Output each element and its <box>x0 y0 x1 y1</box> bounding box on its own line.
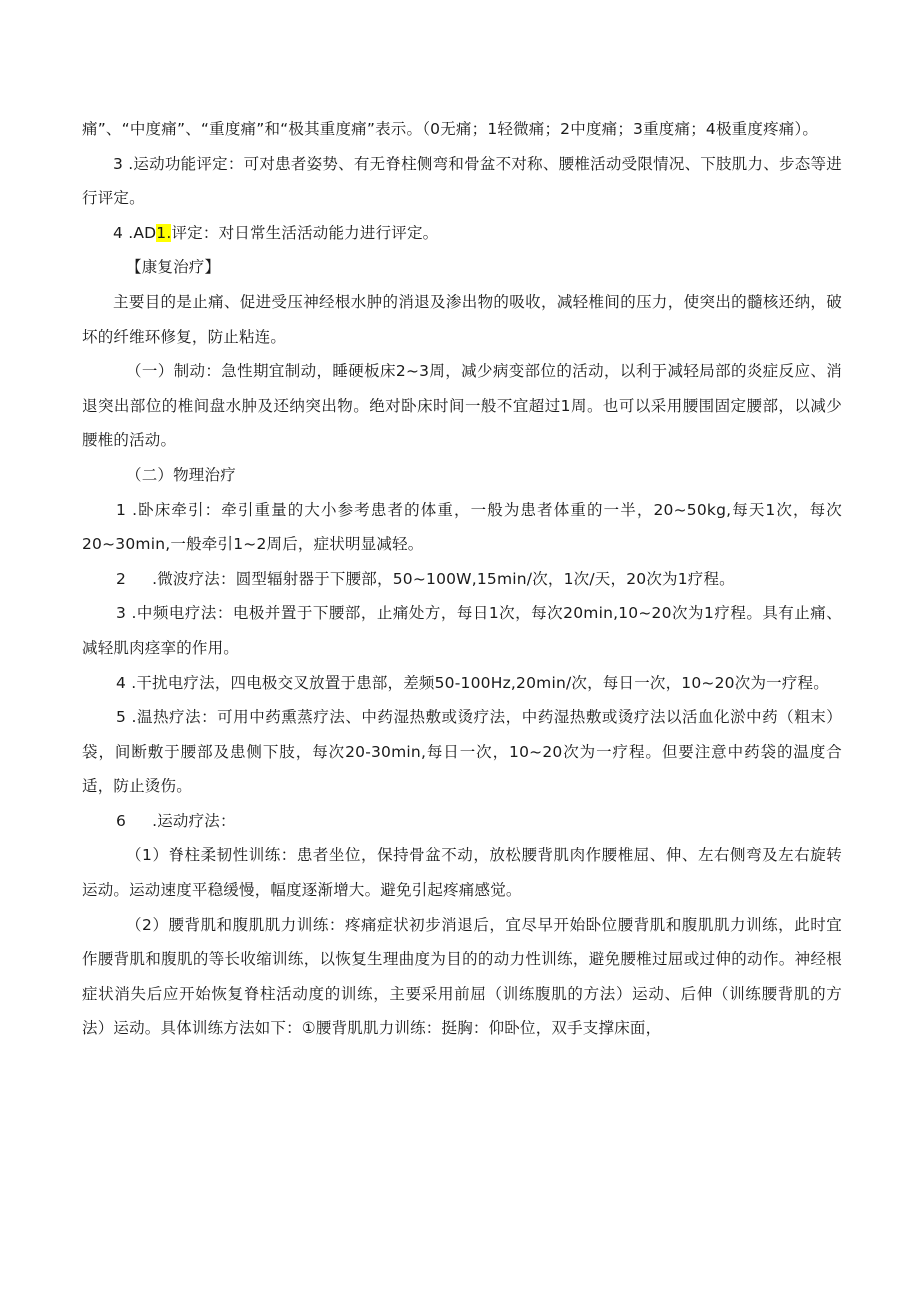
exercise-number: 6 <box>116 811 127 830</box>
thermotherapy-paragraph: 5 .温热疗法：可用中药熏蒸疗法、中药湿热敷或烫疗法，中药湿热敷或烫疗法以活血化淤中药（粗末）袋，间断敷于腰部及患侧下肢，每次20-30min,每日一次，10~20次为一疗程。但要注意中药袋的温度合适，防止烫伤。 <box>82 708 842 796</box>
microwave-number: 2 <box>116 569 127 588</box>
exercise-therapy-heading <box>82 804 842 839</box>
exercise-text: .运动疗法： <box>152 811 236 830</box>
traction-paragraph: 1 .卧床牵引：牵引重量的大小参考患者的体重，一般为患者体重的一半，20~50kg,每天1次，每次20~30min,一般牵引1~2周后，症状明显减轻。 <box>82 500 842 554</box>
adl-prefix: 4 .AD <box>113 223 157 242</box>
document-page <box>82 112 842 1046</box>
rehab-goal-paragraph: 主要目的是止痛、促进受压神经根水肿的消退及渗出物的吸收，减轻椎间的压力，使突出的髓核还纳，破坏的纤维环修复，防止粘连。 <box>82 292 842 346</box>
microwave-text: .微波疗法：圆型辐射器于下腰部，50~100W,15min∕次，1次/天，20次为1疗程。 <box>152 569 735 588</box>
highlighted-text: 1. <box>156 223 172 242</box>
pain-scale-paragraph: 痛”、“中度痛”、“重度痛”和“极其重度痛”表示。（0无痛；1轻微痛；2中度痛；3重度痛；4极重度疼痛）。 <box>82 120 819 138</box>
adl-assessment-paragraph <box>82 216 842 251</box>
mid-frequency-paragraph: 3 .中频电疗法：电极并置于下腰部，止痛处方，每日1次，每次20min,10~20次为1疗程。具有止痛、减轻肌肉痉挛的作用。 <box>82 604 842 657</box>
microwave-paragraph <box>82 562 842 597</box>
flexibility-training-paragraph: （1）脊柱柔韧性训练：患者坐位，保持骨盆不动，放松腰背肌肉作腰椎屈、伸、左右侧弯及左右旋转运动。运动速度平稳缓慢，幅度逐渐增大。避免引起疼痛感觉。 <box>82 846 842 900</box>
immobilization-paragraph: （一）制动：急性期宜制动，睡硬板床2~3周，减少病变部位的活动，以利于减轻局部的炎症反应、消退突出部位的椎间盘水肿及还纳突出物。绝对卧床时间一般不宜超过1周。也可以采用腰围固定腰部，以减少腰椎的活动。 <box>82 362 842 450</box>
adl-suffix: 评定：对日常生活活动能力进行评定。 <box>171 223 439 242</box>
muscle-training-paragraph: （2）腰背肌和腹肌肌力训练：疼痛症状初步消退后，宜尽早开始卧位腰背肌和腹肌肌力训练，此时宜作腰背肌和腹肌的等长收缩训练，以恢复生理曲度为目的的动力性训练，避免腰椎过屈或过伸的动作。神经根症状消失后应开始恢复脊柱活动度的训练，主要采用前屈（训练腹肌的方法）运动、后伸（训练腰背肌的方法）运动。具体训练方法如下：①腰背肌肌力训练：挺胸：仰卧位，双手支撑床面， <box>82 915 842 1038</box>
interference-paragraph: 4 .干扰电疗法，四电极交叉放置于患部，差频50-100Hz,20min∕次，每日一次，10~20次为一疗程。 <box>116 673 829 692</box>
physical-therapy-heading: （二）物理治疗 <box>126 465 236 484</box>
section-heading-rehab: 【康复治疗】 <box>126 258 221 277</box>
motor-assessment-paragraph: 3 .运动功能评定：可对患者姿势、有无脊柱侧弯和骨盆不对称、腰椎活动受限情况、下肢肌力、步态等进行评定。 <box>82 154 842 208</box>
